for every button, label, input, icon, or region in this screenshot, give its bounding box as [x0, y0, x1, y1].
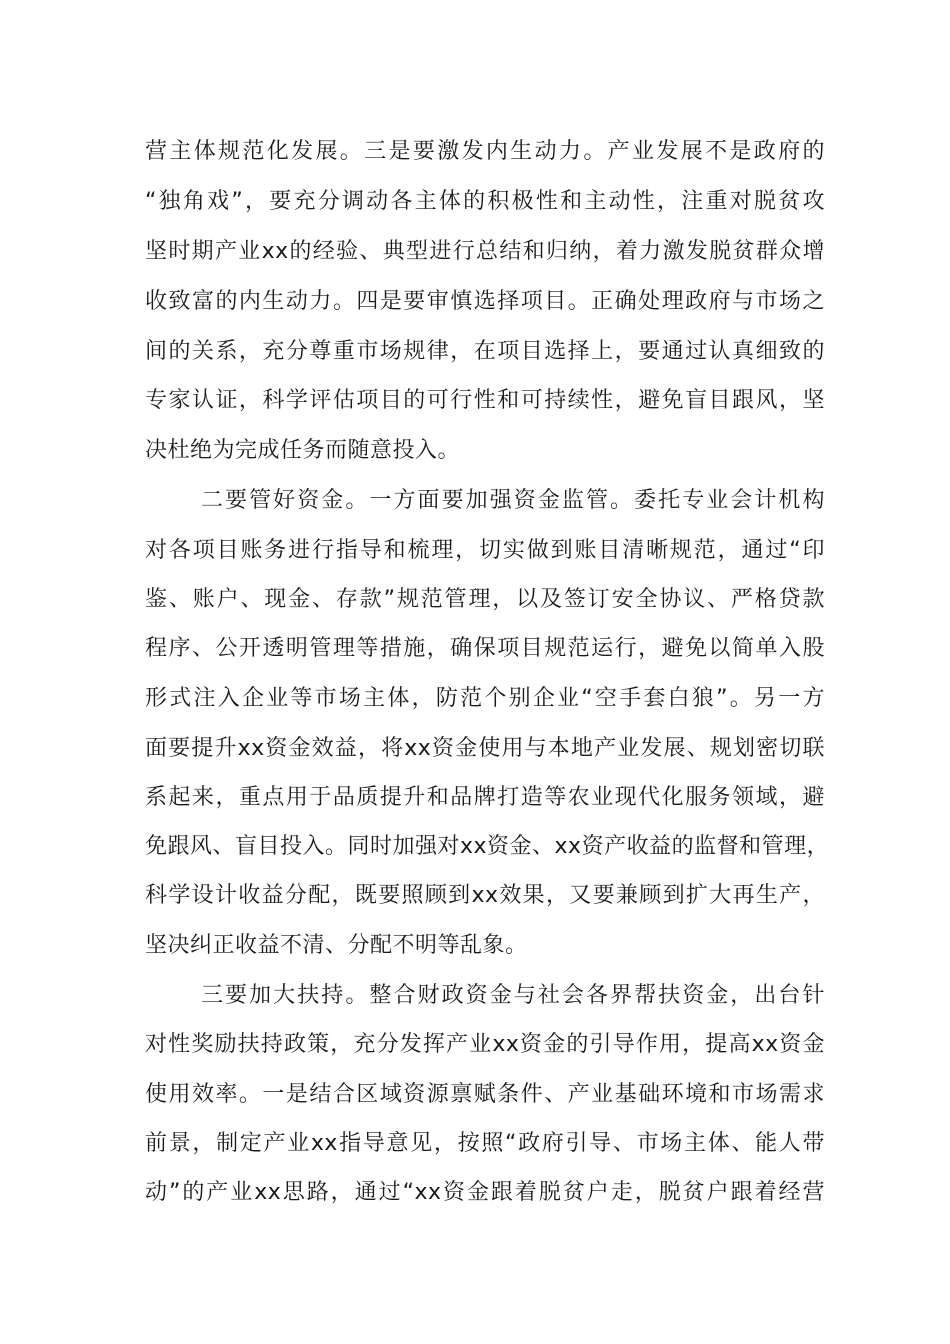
paragraph-3-line-5: 动”的产业xx思路，通过“xx资金跟着脱贫户走，脱贫户跟着经营	[145, 1180, 825, 1205]
paragraph-1-line-4: 收致富的内生动力。四是要审慎选择项目。正确处理政府与市场之	[145, 289, 825, 314]
paragraph-3-line-4: 前景，制定产业xx指导意见，按照“政府引导、市场主体、能人带	[145, 1131, 825, 1156]
paragraph-2-line-1: 二要管好资金。一方面要加强资金监管。委托专业会计机构	[201, 488, 825, 513]
paragraph-2-line-7: 系起来，重点用于品质提升和品牌打造等农业现代化服务领域，避	[145, 785, 825, 810]
paragraph-2-line-10: 坚决纠正收益不清、分配不明等乱象。	[145, 933, 528, 958]
paragraph-2-line-2: 对各项目账务进行指导和梳理，切实做到账目清晰规范，通过“印	[145, 538, 825, 563]
paragraph-1-line-5: 间的关系，充分尊重市场规律，在项目选择上，要通过认真细致的	[145, 339, 825, 364]
paragraph-2-line-5: 形式注入企业等市场主体，防范个别企业“空手套白狼”。另一方	[145, 686, 825, 711]
paragraph-2-line-8: 免跟风、盲目投入。同时加强对xx资金、xx资产收益的监督和管理，	[145, 834, 830, 859]
paragraph-3-line-3: 使用效率。一是结合区域资源禀赋条件、产业基础环境和市场需求	[145, 1082, 825, 1107]
paragraph-1-line-7: 决杜绝为完成任务而随意投入。	[145, 438, 461, 463]
paragraph-2-line-3: 鉴、账户、现金、存款”规范管理，以及签订安全协议、严格贷款	[145, 587, 825, 612]
paragraph-2-line-6: 面要提升xx资金效益，将xx资金使用与本地产业发展、规划密切联	[145, 736, 825, 761]
paragraph-2-line-9: 科学设计收益分配，既要照顾到xx效果，又要兼顾到扩大再生产，	[145, 883, 825, 908]
paragraph-1-line-1: 营主体规范化发展。三是要激发内生动力。产业发展不是政府的	[145, 139, 825, 164]
paragraph-1-line-3: 坚时期产业xx的经验、典型进行总结和归纳，着力激发脱贫群众增	[145, 239, 825, 264]
paragraph-1-line-6: 专家认证，科学评估项目的可行性和可持续性，避免盲目跟风，坚	[145, 388, 825, 413]
paragraph-1-line-2: “独角戏”，要充分调动各主体的积极性和主动性，注重对脱贫攻	[145, 189, 825, 214]
paragraph-2-line-4: 程序、公开透明管理等措施，确保项目规范运行，避免以简单入股	[145, 636, 825, 661]
paragraph-3-line-1: 三要加大扶持。整合财政资金与社会各界帮扶资金，出台针	[201, 983, 825, 1008]
paragraph-3-line-2: 对性奖励扶持政策，充分发挥产业xx资金的引导作用，提高xx资金	[145, 1032, 825, 1057]
